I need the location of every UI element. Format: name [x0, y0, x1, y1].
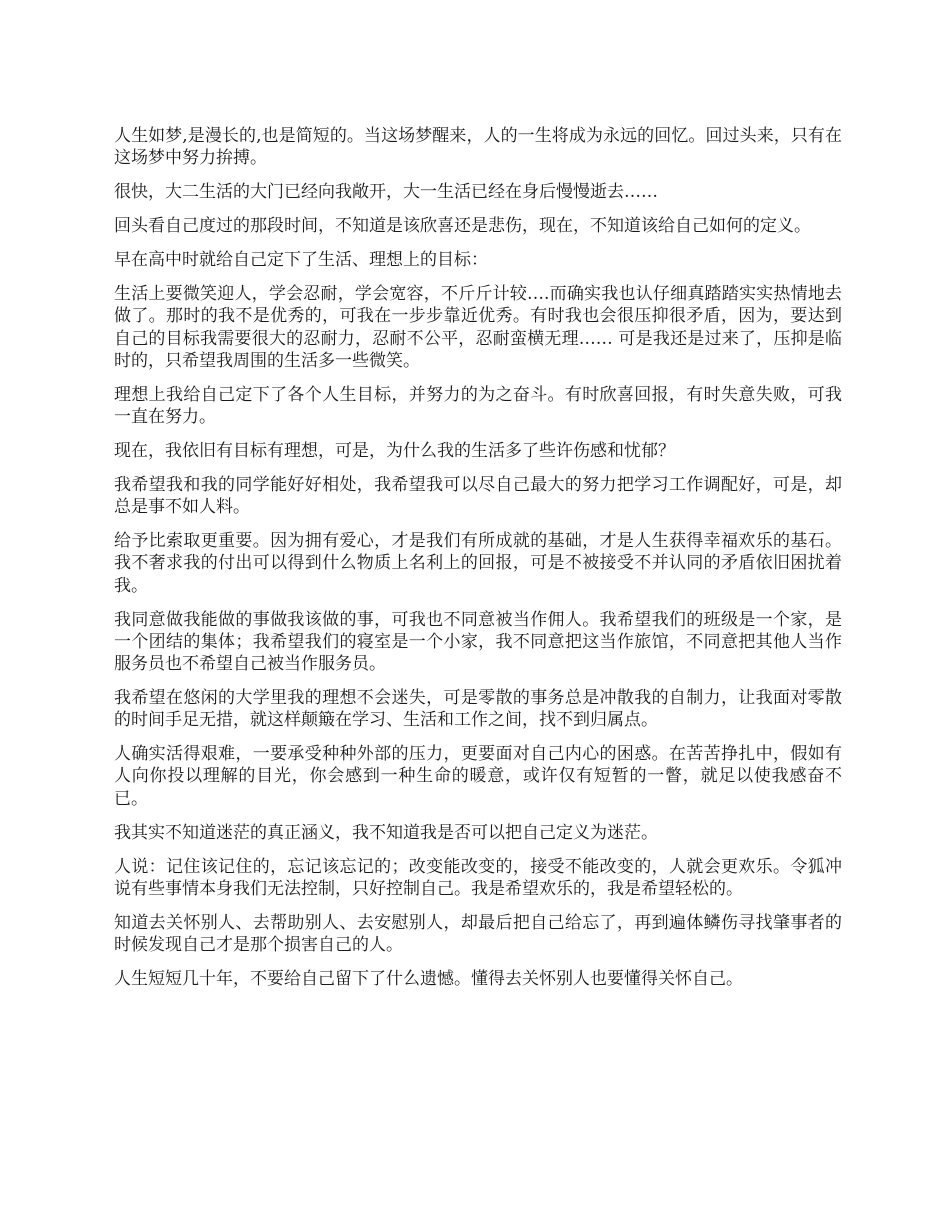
paragraph-15: 知道去关怀别人、去帮助别人、去安慰别人，却最后把自己给忘了，再到遍体鳞伤寻找肇事者的时候发现自己才是那个损害自己的人。	[114, 912, 842, 956]
paragraph-14: 人说：记住该记住的，忘记该忘记的；改变能改变的，接受不能改变的，人就会更欢乐。令狐冲说有些事情本身我们无法控制，只好控制自己。我是希望欢乐的，我是希望轻松的。	[114, 856, 842, 899]
paragraph-9: 给予比索取更重要。因为拥有爱心，才是我们有所成就的基础，才是人生获得幸福欢乐的基石。我不奢求我的付出可以得到什么物质上名利上的回报，可是不被接受不并认同的矛盾依旧困扰着我。	[114, 531, 842, 596]
paragraph-12: 人确实活得艰难，一要承受种种外部的压力，更要面对自己内心的困惑。在苦苦挣扎中，假如有人向你投以理解的目光，你会感到一种生命的暖意，或许仅有短暂的一瞥，就足以使我感奋不已。	[114, 744, 842, 809]
paragraph-13: 我其实不知道迷茫的真正涵义，我不知道我是否可以把自己定义为迷茫。	[114, 822, 658, 843]
paragraph-11: 我希望在悠闲的大学里我的理想不会迷失，可是零散的事务总是冲散我的自制力，让我面对零散的时间手足无措，就这样颠簸在学习、生活和工作之间，找不到归属点。	[114, 688, 842, 731]
paragraph-2: 很快，大二生活的大门已经向我敞开，大一生活已经在身后慢慢逝去……	[114, 182, 658, 203]
paragraph-3: 回头看自己度过的那段时间，不知道是该欣喜还是悲伤，现在，不知道该给自己如何的定义。	[114, 216, 811, 237]
paragraph-4: 早在高中时就给自己定下了生活、理想上的目标：	[114, 250, 488, 271]
paragraph-5: 生活上要微笑迎人，学会忍耐，学会宽容，不斤斤计较….而确实我也认仔细真踏踏实实热情地去做了。那时的我不是优秀的，可我在一步步靠近优秀。有时我也会很压抑很矛盾，因为，要达到自己的目标我需要很大的忍耐力，忍耐不公平，忍耐蛮横无理…… 可是我还是过来了，压抑是临时的，只希望我周围的生活多一些微笑。	[114, 284, 842, 371]
paragraph-8: 我希望我和我的同学能好好相处，我希望我可以尽自己最大的努力把学习工作调配好，可是，却总是事不如人料。	[114, 475, 842, 518]
paragraph-10: 我同意做我能做的事做我该做的事，可我也不同意被当作佣人。我希望我们的班级是一个家，是一个团结的集体；我希望我们的寝室是一个小家，我不同意把这当作旅馆，不同意把其他人当作服务员也不希望自己被当作服务员。	[114, 609, 842, 675]
paragraph-1: 人生如梦,是漫长的,也是简短的。当这场梦醒来，人的一生将成为永远的回忆。回过头来，只有在这场梦中努力拚搏。	[114, 126, 842, 169]
paragraph-7: 现在，我依旧有目标有理想，可是，为什么我的生活多了些许伤感和忧郁？	[114, 441, 675, 462]
document-body	[114, 125, 842, 1002]
paragraph-6: 理想上我给自己定下了各个人生目标，并努力的为之奋斗。有时欣喜回报，有时失意失败，可我一直在努力。	[114, 384, 842, 428]
paragraph-16: 人生短短几十年，不要给自己留下了什么遗憾。懂得去关怀别人也要懂得关怀自己。	[114, 969, 743, 990]
